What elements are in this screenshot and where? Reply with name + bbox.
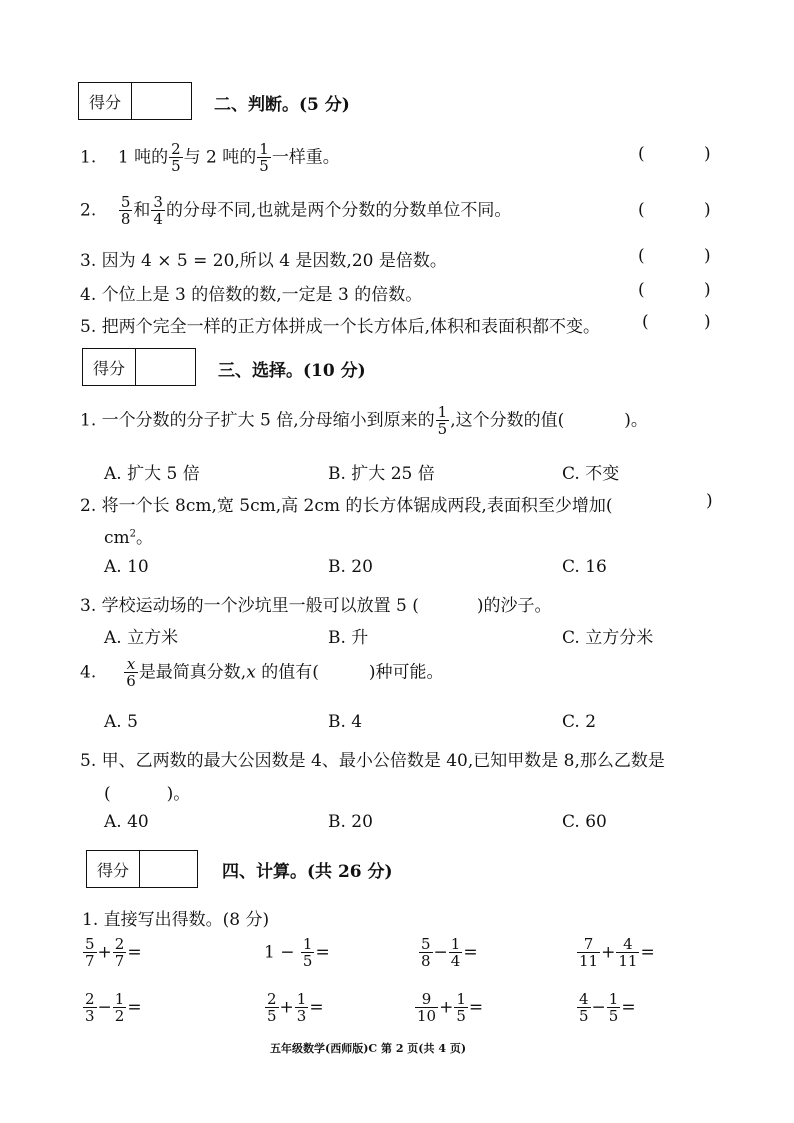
calc-expr: $\frac{9}{10}$ + $\frac{1}{5}$ = [417, 990, 484, 1025]
answer-paren-open-3[interactable]: ( [638, 246, 645, 266]
choice-q2-unit: $cm^2$。 [104, 528, 154, 548]
answer-paren-close-1: ) [704, 144, 711, 164]
score-box-sec2 [78, 82, 192, 120]
judge-item-5: 5. 把两个完全一样的正方体拼成一个长方体后,体积和表面积都不变。 [80, 317, 601, 337]
option-c: C. 2 [562, 712, 597, 732]
fraction: $\frac{5}{8}$ [120, 193, 131, 228]
score-blank [132, 83, 191, 119]
option-b: B. 升 [328, 628, 369, 648]
option-c: C. 16 [562, 557, 607, 577]
choice-q2: 2. 将一个长 8cm,宽 5cm,高 2cm 的长方体锯成两段,表面积至少增加( [80, 496, 613, 516]
answer-paren-open-5[interactable]: ( [642, 312, 649, 332]
answer-paren-close-3: ) [704, 246, 711, 266]
answer-paren-close: ) [706, 491, 713, 511]
option-a: A. 10 [104, 557, 149, 577]
score-label: 得分 [79, 83, 132, 119]
page-footer: 五年级数学(西师版)C 第 2 页(共 4 页) [270, 1042, 467, 1055]
fraction: $\frac{1}{5}$ [259, 140, 269, 175]
option-c: C. 不变 [562, 464, 620, 484]
calc-expr: $\frac{4}{5}$ − $\frac{1}{5}$ = [579, 990, 636, 1025]
answer-paren-open-1[interactable]: ( [638, 144, 645, 164]
score-box-sec3 [82, 348, 196, 386]
score-label: 得分 [87, 851, 140, 887]
judge-item-1: 1. 1 吨的 $\frac{2}{5}$ 与 2 吨的 $\frac{1}{5}$ 一样重。 [80, 140, 340, 175]
section-title-calc: 四、计算。(共 26 分) [222, 862, 393, 882]
section-title-judge: 二、判断。(5 分) [214, 95, 350, 115]
choice-q3: 3. 学校运动场的一个沙坑里一般可以放置 5 ( )的沙子。 [80, 596, 552, 616]
score-blank [140, 851, 197, 887]
choice-q4: 4. $\frac{x}{6}$ 是最简真分数,x 的值有( )种可能。 [80, 655, 444, 690]
score-box-sec4 [86, 850, 198, 888]
judge-item-4: 4. 个位上是 3 的倍数的数,一定是 3 的倍数。 [80, 285, 423, 305]
calc-expr: $\frac{7}{11}$ + $\frac{4}{11}$ = [579, 935, 655, 970]
section-title-choice: 三、选择。(10 分) [218, 361, 366, 381]
calc-subtitle: 1. 直接写出得数。(8 分) [82, 910, 270, 930]
answer-paren-close-2: ) [704, 200, 711, 220]
score-label: 得分 [83, 349, 136, 385]
option-b: B. 20 [328, 812, 373, 832]
score-blank [136, 349, 195, 385]
fraction: $\frac{x}{6}$ [126, 655, 136, 690]
option-b: B. 扩大 25 倍 [328, 464, 435, 484]
answer-paren-open-2[interactable]: ( [638, 200, 645, 220]
option-a: A. 扩大 5 倍 [104, 464, 200, 484]
choice-q1: 1. 一个分数的分子扩大 5 倍,分母缩小到原来的 $\frac{1}{5}$ ,这个分数的值( )。 [80, 403, 648, 438]
choice-q5-blank: ( )。 [104, 784, 191, 804]
judge-item-3: 3. 因为 4 × 5 = 20,所以 4 是因数,20 是倍数。 [80, 251, 447, 271]
answer-paren-close-4: ) [704, 280, 711, 300]
calc-expr: $\frac{2}{5}$ + $\frac{1}{3}$ = [267, 990, 324, 1025]
choice-q5: 5. 甲、乙两数的最大公因数是 4、最小公倍数是 40,已知甲数是 8,那么乙数是 [80, 751, 665, 771]
option-a: A. 立方米 [104, 628, 179, 648]
fraction: $\frac{1}{5}$ [437, 403, 448, 438]
option-a: A. 40 [104, 812, 149, 832]
option-a: A. 5 [104, 712, 138, 732]
answer-paren-open-4[interactable]: ( [638, 280, 645, 300]
fraction: $\frac{3}{4}$ [153, 193, 163, 228]
calc-expr: $\frac{5}{7}$ + $\frac{2}{7}$ = [85, 935, 142, 970]
judge-item-2: 2. $\frac{5}{8}$ 和 $\frac{3}{4}$ 的分母不同,也就是两个分数的分数单位不同。 [80, 193, 512, 228]
option-b: B. 20 [328, 557, 373, 577]
answer-paren-close-5: ) [704, 312, 711, 332]
option-b: B. 4 [328, 712, 363, 732]
fraction: $\frac{2}{5}$ [171, 140, 181, 175]
calc-expr: $\frac{5}{8}$ − $\frac{1}{4}$ = [421, 935, 478, 970]
option-c: C. 立方分米 [562, 628, 654, 648]
calc-expr: 1 − $\frac{1}{5}$ = [264, 935, 330, 970]
option-c: C. 60 [562, 812, 607, 832]
calc-expr: $\frac{2}{3}$ − $\frac{1}{2}$ = [85, 990, 142, 1025]
